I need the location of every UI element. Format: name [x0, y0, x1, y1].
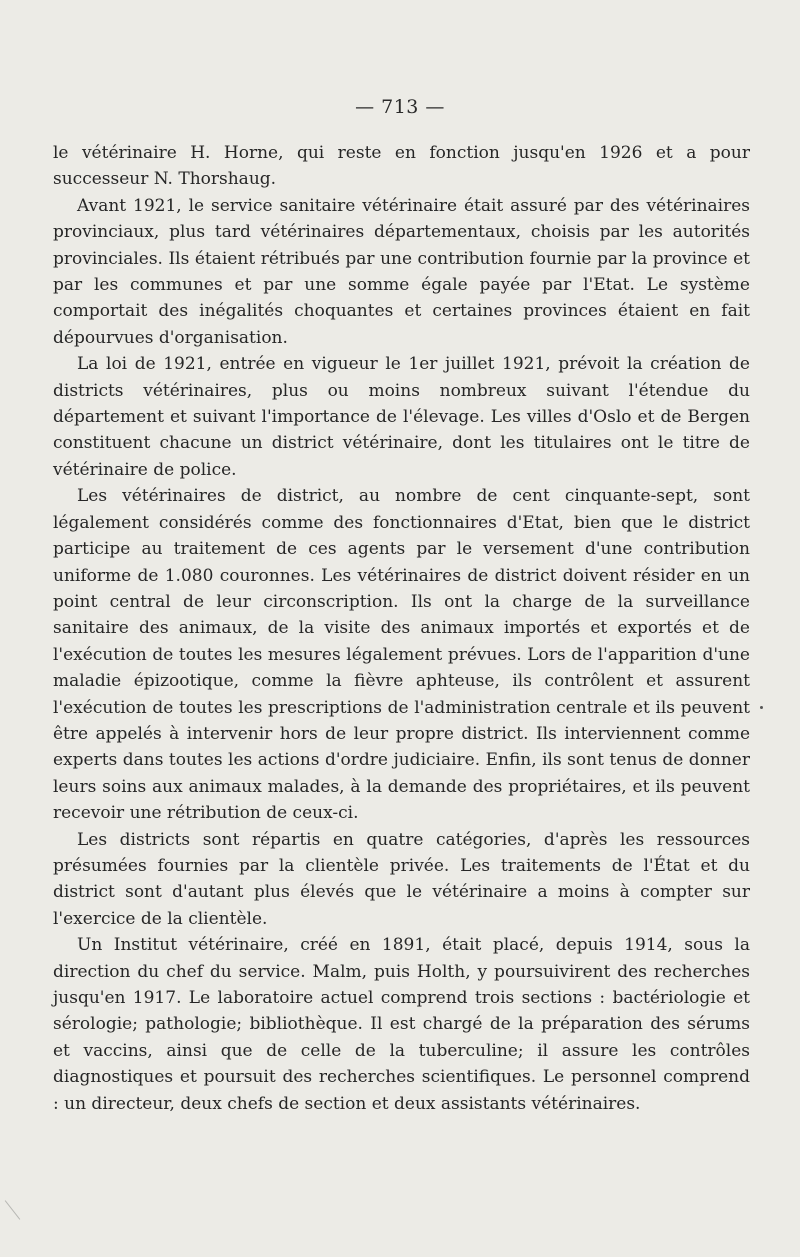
paragraph-1: le vétérinaire H. Horne, qui reste en fonction jusqu'en 1926 et a pour successeur N. Thorshaug. — [53, 143, 750, 190]
paragraph-4: Les vétérinaires de district, au nombre de cent cinquante-sept, sont légalement considérés comme des fonctionnaires d'Etat, bien que le district participe au traitement de ces agents par le versement d'une contribution uniforme de 1.080 couronnes. Les vétérinaires de district doivent résider en un point central de leur circonscription. Ils ont la charge de la surveillance sanitaire des animaux, de la visite des animaux importés et exportés et de l'exécution de toutes les mesures légalement prévues. Lors de l'apparition d'une maladie épizootique, comme la fièvre aphteuse, ils contrôlent et assurent l'exécution de toutes les prescriptions de l'administration centrale et ils peuvent être appelés à intervenir hors de leur propre district. Ils interviennent comme experts dans toutes les actions d'ordre judiciaire. Enfin, ils sont tenus de donner leurs soins aux animaux malades, à la demande des propriétaires, et ils peuvent recevoir une rétribution de ceux-ci. — [53, 486, 750, 824]
ink-speck — [760, 706, 763, 709]
body-text — [53, 140, 750, 1117]
paragraph-6: Un Institut vétérinaire, créé en 1891, était placé, depuis 1914, sous la direction du chef du service. Malm, puis Holth, y poursuivirent des recherches jusqu'en 1917. Le laboratoire actuel comprend trois sections : bactériologie et sérologie; pathologie; bibliothèque. Il est chargé de la préparation des sérums et vaccins, ainsi que de celle de la tuberculine; il assure les contrôles diagnostiques et poursuit des recherches scientifiques. Le personnel comprend : un directeur, deux chefs de section et deux assistants vétérinaires. — [53, 935, 750, 1114]
paragraph-2: Avant 1921, le service sanitaire vétérinaire était assuré par des vétérinaires provinciaux, plus tard vétérinaires départementaux, choisis par les autorités provinciales. Ils étaient rétribués par une contribution fournie par la province et par les communes et par une somme égale payée par l'Etat. Le système comportait des inégalités choquantes et certaines provinces étaient en fait dépourvues d'organisation. — [53, 195, 750, 348]
paragraph-5: Les districts sont répartis en quatre catégories, d'après les ressources présumées fournies par la clientèle privée. Les traitements de l'État et du district sont d'autant plus élevés que le vétérinaire a moins à compter sur l'exercice de la clientèle. — [53, 829, 750, 929]
paragraph-3: La loi de 1921, entrée en vigueur le 1er juillet 1921, prévoit la création de districts vétérinaires, plus ou moins nombreux suivant l'étendue du département et suivant l'importance de l'élevage. Les villes d'Oslo et de Bergen constituent chacune un district vétérinaire, dont les titulaires ont le titre de vétérinaire de police. — [53, 354, 750, 480]
paper-scratch — [5, 1200, 21, 1220]
page-number: — 713 — — [355, 96, 445, 118]
